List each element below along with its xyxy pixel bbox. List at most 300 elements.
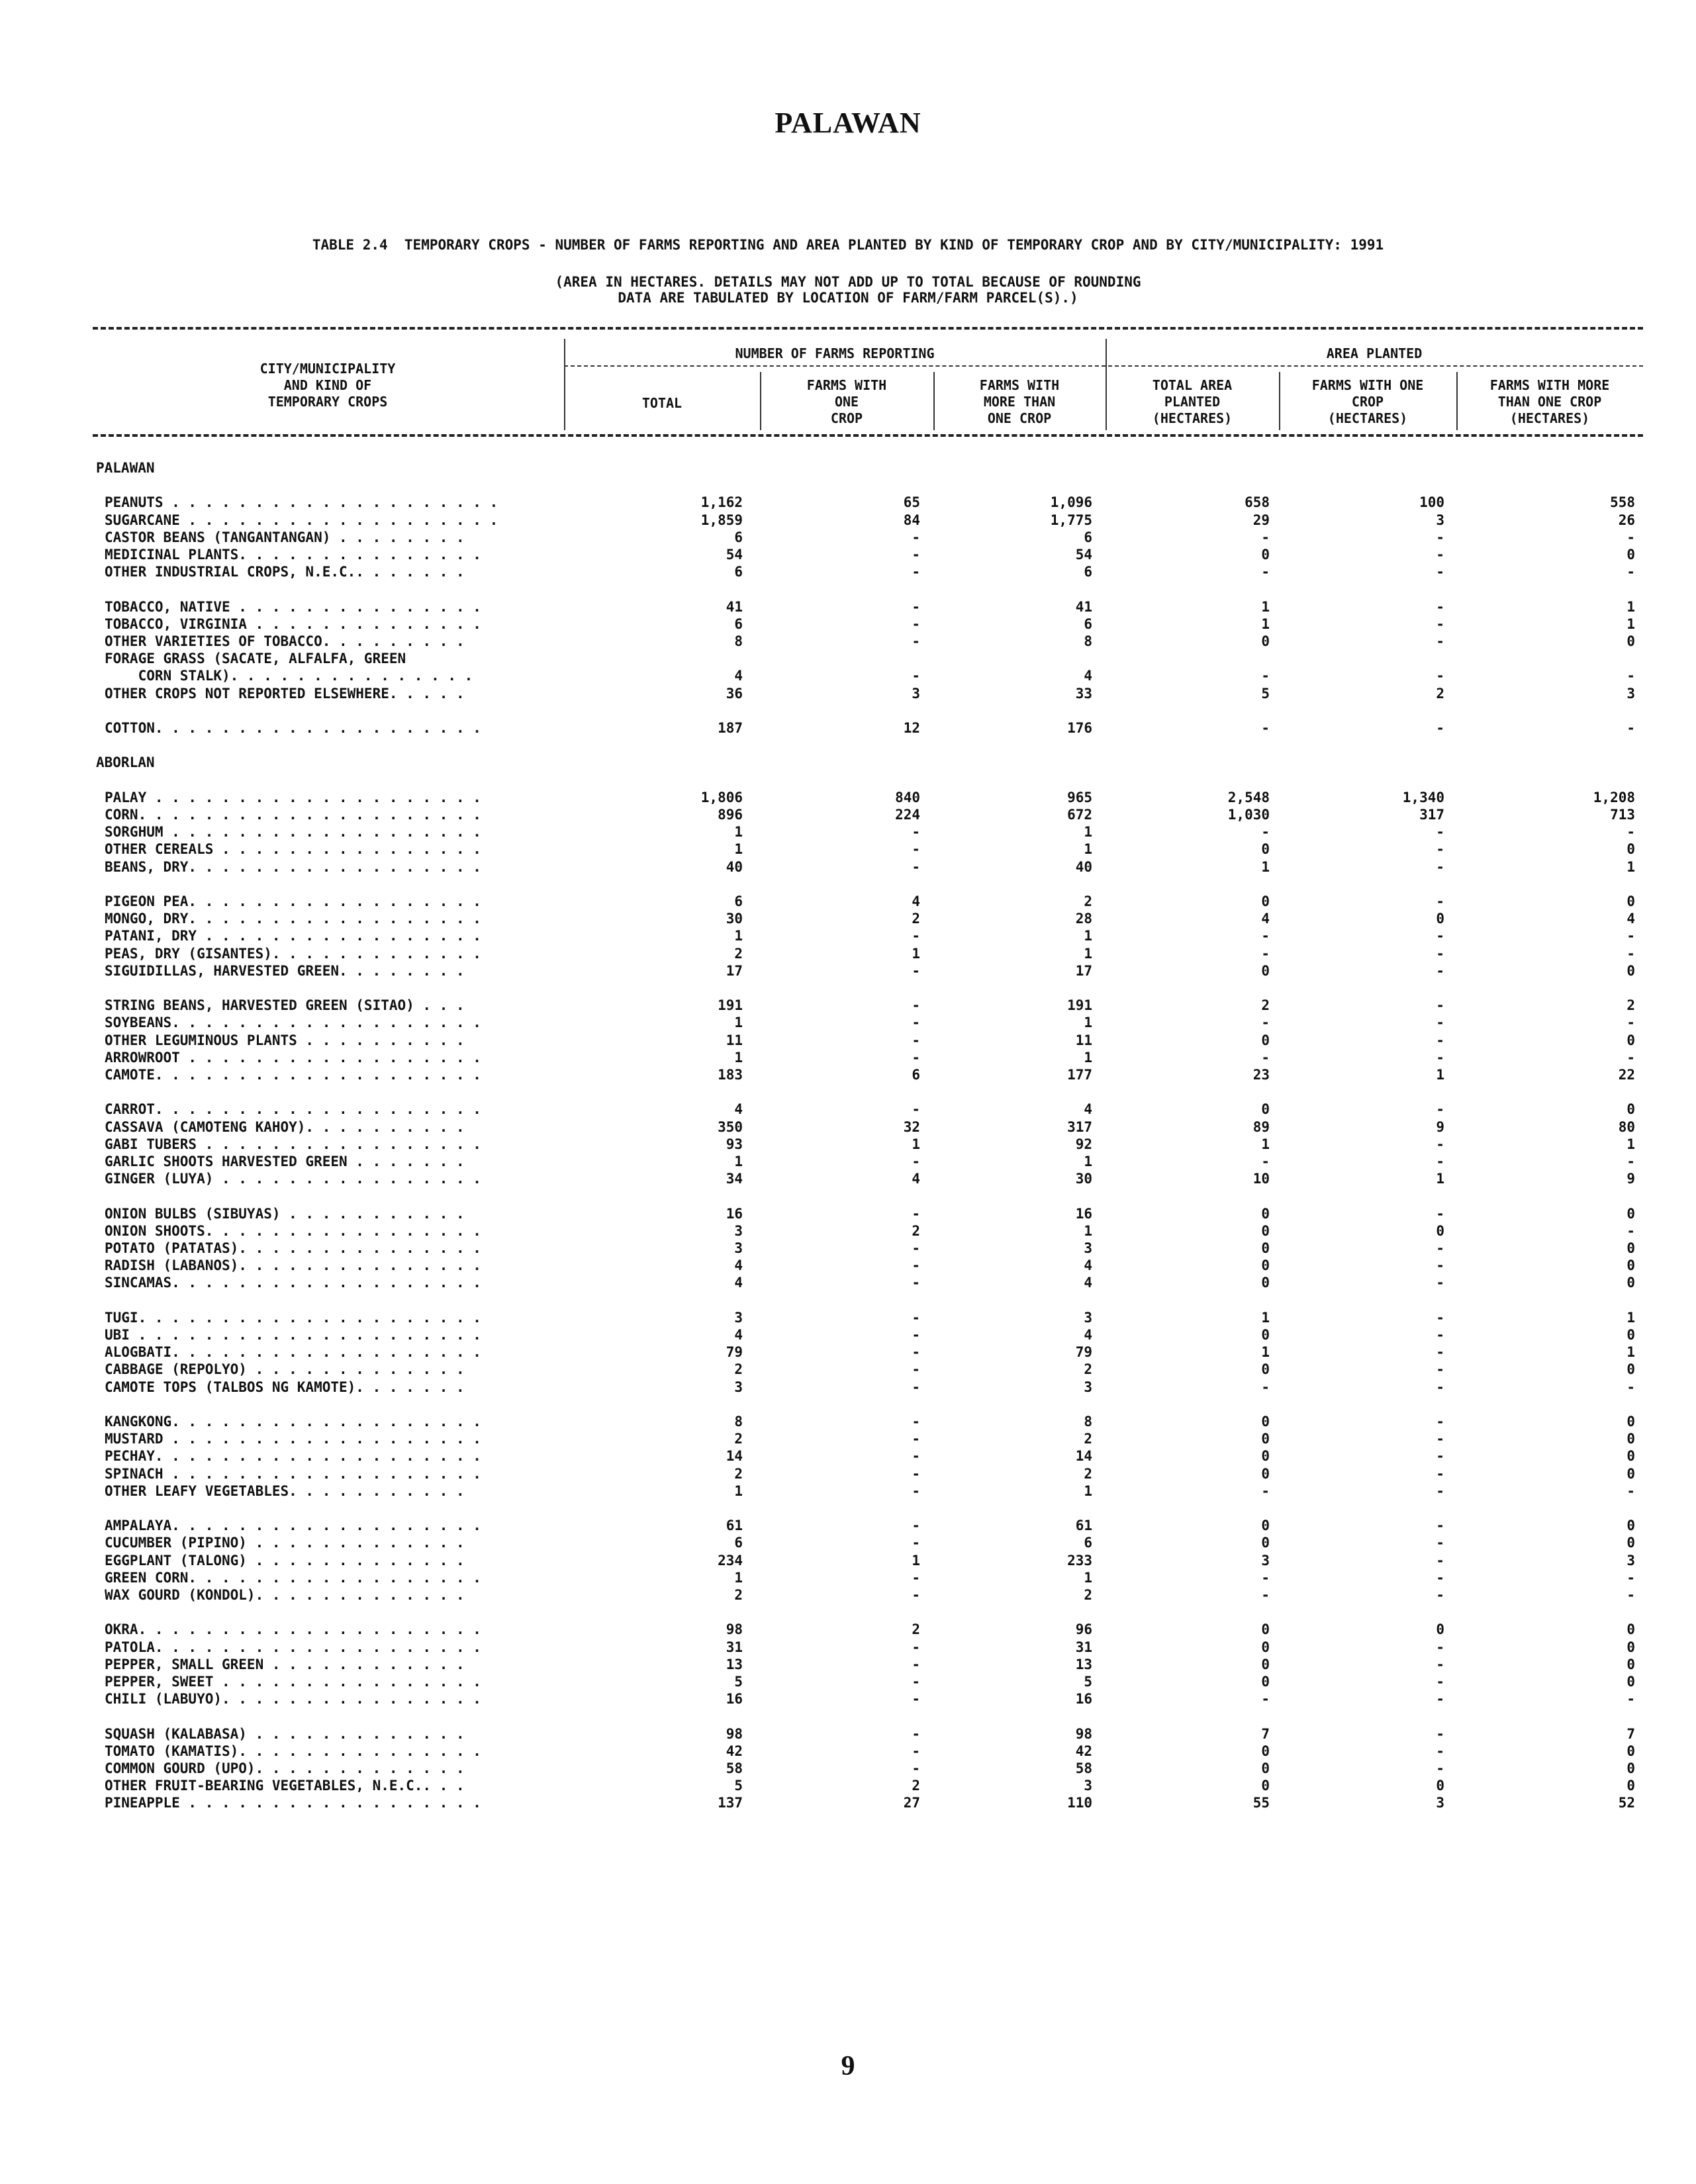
area-one-crop-cell: - (1436, 1257, 1444, 1273)
crop-label: PIGEON PEA. . . . . . . . . . . . . . . . . . (105, 893, 481, 909)
total-area-cell: 1 (1261, 1310, 1270, 1326)
total-farms-cell: 5 (734, 1778, 743, 1794)
crop-label: OTHER CROPS NOT REPORTED ELSEWHERE. . . . . (105, 686, 465, 702)
farms-more-crop-cell: 1 (1084, 824, 1092, 840)
farms-one-crop-cell: 65 (903, 494, 920, 510)
farms-one-crop-cell: 6 (912, 1067, 920, 1083)
crop-label: PATOLA. . . . . . . . . . . . . . . . . . . . (105, 1639, 481, 1655)
total-area-cell: 2,548 (1227, 790, 1270, 805)
crop-label: STRING BEANS, HARVESTED GREEN (SITAO) . . . (105, 997, 465, 1013)
area-one-crop-cell: - (1436, 824, 1444, 840)
crop-label: CABBAGE (REPOLYO) . . . . . . . . . . . . . (105, 1361, 465, 1377)
total-area-cell: - (1261, 1154, 1270, 1169)
area-more-crop-cell: - (1626, 720, 1635, 736)
total-area-cell: 0 (1261, 1639, 1270, 1655)
area-more-crop-cell: - (1626, 1015, 1635, 1030)
table-row (0, 1014, 1696, 1031)
total-area-cell: - (1261, 668, 1270, 684)
area-more-crop-cell: 3 (1626, 1553, 1635, 1569)
area-one-crop-cell: - (1436, 616, 1444, 632)
table-row (0, 927, 1696, 944)
crop-label: ARROWROOT . . . . . . . . . . . . . . . . . . (105, 1050, 481, 1066)
section-row (0, 459, 1696, 477)
total-area-cell: - (1261, 1050, 1270, 1066)
farms-more-crop-cell: 1 (1084, 1570, 1092, 1586)
farms-one-crop-cell: - (912, 1466, 920, 1482)
area-more-crop-cell: 0 (1626, 1535, 1635, 1551)
total-farms-cell: 5 (734, 1674, 743, 1690)
area-one-crop-cell: - (1436, 1032, 1444, 1048)
area-more-crop-cell: - (1626, 1050, 1635, 1066)
area-more-crop-cell: - (1626, 1483, 1635, 1499)
crop-label: KANGKONG. . . . . . . . . . . . . . . . . . . (105, 1414, 481, 1430)
farms-one-crop-cell: - (912, 1015, 920, 1030)
area-one-crop-cell: - (1436, 668, 1444, 684)
table-row (0, 1379, 1696, 1396)
total-area-cell: 1 (1261, 1344, 1270, 1360)
total-area-cell: 0 (1261, 1657, 1270, 1672)
crop-label: GINGER (LUYA) . . . . . . . . . . . . . . . . (105, 1171, 481, 1187)
total-area-cell: 2 (1261, 997, 1270, 1013)
area-one-crop-cell: - (1436, 1240, 1444, 1256)
farms-one-crop-cell: 840 (895, 790, 920, 805)
total-farms-cell: 54 (726, 547, 743, 563)
crop-label: TUGI. . . . . . . . . . . . . . . . . . . . . (105, 1310, 481, 1326)
farms-more-crop-cell: 1 (1084, 1483, 1092, 1499)
farms-one-crop-cell: 2 (912, 1621, 920, 1637)
crop-label: MEDICINAL PLANTS. . . . . . . . . . . . . . . (105, 547, 481, 563)
crop-label: ONION SHOOTS. . . . . . . . . . . . . . . . . (105, 1223, 481, 1239)
total-area-cell: 0 (1261, 1257, 1270, 1273)
col-header-area-more: FARMS WITH MORE THAN ONE CROP (HECTARES) (1489, 377, 1610, 426)
area-more-crop-cell: 1 (1626, 616, 1635, 632)
total-farms-cell: 1 (734, 1570, 743, 1586)
crop-label: UBI . . . . . . . . . . . . . . . . . . . . . (105, 1327, 481, 1343)
table-row (0, 1153, 1696, 1170)
area-one-crop-cell: - (1436, 1050, 1444, 1066)
crop-label: MUSTARD . . . . . . . . . . . . . . . . . . . (105, 1431, 481, 1447)
farms-more-crop-cell: 191 (1067, 997, 1092, 1013)
table-row (0, 1656, 1696, 1673)
area-one-crop-cell: - (1436, 1379, 1444, 1395)
farms-one-crop-cell: - (912, 599, 920, 615)
table-row (0, 1430, 1696, 1447)
total-farms-cell: 4 (734, 1101, 743, 1117)
farms-more-crop-cell: 54 (1075, 547, 1092, 563)
table-row (0, 1032, 1696, 1049)
table-row (0, 546, 1696, 563)
total-area-cell: 658 (1245, 494, 1270, 510)
stub-header-3: TEMPORARY CROPS (267, 394, 388, 410)
total-farms-cell: 8 (734, 1414, 743, 1430)
farms-one-crop-cell: 2 (912, 1223, 920, 1239)
farms-more-crop-cell: 1 (1084, 1223, 1092, 1239)
total-area-cell: - (1261, 1570, 1270, 1586)
total-area-cell: 3 (1261, 1553, 1270, 1569)
table-row (0, 685, 1696, 702)
farms-one-crop-cell: - (912, 841, 920, 857)
total-area-cell: 0 (1261, 1206, 1270, 1222)
total-farms-cell: 2 (734, 1466, 743, 1482)
crop-label: EGGPLANT (TALONG) . . . . . . . . . . . . . (105, 1553, 465, 1569)
farms-one-crop-cell: 84 (903, 512, 920, 528)
table-row (0, 1136, 1696, 1153)
area-one-crop-cell: - (1436, 1101, 1444, 1117)
area-one-crop-cell: - (1436, 963, 1444, 979)
farms-one-crop-cell: 1 (912, 1136, 920, 1152)
total-farms-cell: 6 (734, 1535, 743, 1551)
table-row (0, 1205, 1696, 1222)
total-farms-cell: 98 (726, 1621, 743, 1637)
table-row (0, 615, 1696, 633)
area-one-crop-cell: - (1436, 1518, 1444, 1533)
crop-label: SUGARCANE . . . . . . . . . . . . . . . . . . . (105, 512, 498, 528)
total-area-cell: 29 (1252, 512, 1270, 528)
total-area-cell: 0 (1261, 1760, 1270, 1776)
total-farms-cell: 98 (726, 1726, 743, 1742)
area-more-crop-cell: 0 (1626, 633, 1635, 649)
total-farms-cell: 1 (734, 824, 743, 840)
total-area-cell: 0 (1261, 1223, 1270, 1239)
farms-one-crop-cell: 224 (895, 807, 920, 823)
area-one-crop-cell: 1 (1436, 1067, 1444, 1083)
area-one-crop-cell: - (1436, 1553, 1444, 1569)
total-area-cell: - (1261, 564, 1270, 580)
farms-more-crop-cell: 92 (1075, 1136, 1092, 1152)
farms-more-crop-cell: 11 (1075, 1032, 1092, 1048)
farms-more-crop-cell: 965 (1067, 790, 1092, 805)
total-area-cell: 0 (1261, 547, 1270, 563)
area-one-crop-cell: - (1436, 1136, 1444, 1152)
total-farms-cell: 191 (718, 997, 743, 1013)
table-row (0, 1118, 1696, 1136)
total-area-cell: - (1261, 529, 1270, 545)
total-area-cell: 1 (1261, 616, 1270, 632)
area-one-crop-cell: 9 (1436, 1119, 1444, 1135)
farms-one-crop-cell: - (912, 1674, 920, 1690)
total-farms-cell: 4 (734, 1275, 743, 1291)
area-one-crop-cell: - (1436, 1431, 1444, 1447)
farms-more-crop-cell: 16 (1075, 1691, 1092, 1707)
crop-label: CORN. . . . . . . . . . . . . . . . . . . . . (105, 807, 481, 823)
section-label: ABORLAN (96, 754, 155, 770)
farms-more-crop-cell: 13 (1075, 1657, 1092, 1672)
area-one-crop-cell: - (1436, 1726, 1444, 1742)
crop-label: WAX GOURD (KONDOL). . . . . . . . . . . . . (105, 1587, 465, 1603)
farms-one-crop-cell: - (912, 1257, 920, 1273)
table-row (0, 1049, 1696, 1066)
farms-more-crop-cell: 6 (1084, 1535, 1092, 1551)
farms-one-crop-cell: - (912, 1726, 920, 1742)
total-farms-cell: 8 (734, 633, 743, 649)
farms-one-crop-cell: - (912, 1431, 920, 1447)
crop-label: OKRA. . . . . . . . . . . . . . . . . . . . . (105, 1621, 481, 1637)
table-row (0, 650, 1696, 667)
farms-one-crop-cell: - (912, 1101, 920, 1117)
table-row (0, 1517, 1696, 1534)
total-area-cell: 0 (1261, 1621, 1270, 1637)
area-more-crop-cell: 1,208 (1593, 790, 1635, 805)
area-more-crop-cell: 0 (1626, 1257, 1635, 1273)
farms-more-crop-cell: 1 (1084, 1050, 1092, 1066)
table-row (0, 1361, 1696, 1378)
area-one-crop-cell: - (1436, 1275, 1444, 1291)
area-one-crop-cell: - (1436, 1483, 1444, 1499)
total-area-cell: 1 (1261, 1136, 1270, 1152)
total-farms-cell: 6 (734, 564, 743, 580)
table-row (0, 1465, 1696, 1482)
farms-more-crop-cell: 30 (1075, 1171, 1092, 1187)
area-more-crop-cell: - (1626, 1587, 1635, 1603)
total-farms-cell: 350 (718, 1119, 743, 1135)
farms-one-crop-cell: - (912, 1327, 920, 1343)
farms-more-crop-cell: 4 (1084, 1101, 1092, 1117)
area-more-crop-cell: 26 (1618, 512, 1635, 528)
area-one-crop-cell: - (1436, 1760, 1444, 1776)
area-one-crop-cell: - (1436, 997, 1444, 1013)
farms-one-crop-cell: - (912, 1691, 920, 1707)
area-more-crop-cell: - (1626, 564, 1635, 580)
total-farms-cell: 93 (726, 1136, 743, 1152)
area-more-crop-cell: 0 (1626, 1639, 1635, 1655)
total-area-cell: 0 (1261, 1743, 1270, 1759)
table-row (0, 1326, 1696, 1343)
table-row (0, 529, 1696, 546)
area-one-crop-cell: 0 (1436, 1223, 1444, 1239)
total-area-cell: 0 (1261, 1518, 1270, 1533)
total-farms-cell: 36 (726, 686, 743, 702)
total-farms-cell: 14 (726, 1448, 743, 1464)
farms-more-crop-cell: 5 (1084, 1674, 1092, 1690)
total-farms-cell: 79 (726, 1344, 743, 1360)
page-number: 9 (841, 2051, 855, 2081)
farms-more-crop-cell: 233 (1067, 1553, 1092, 1569)
farms-more-crop-cell: 61 (1075, 1518, 1092, 1533)
total-farms-cell: 30 (726, 911, 743, 927)
crop-label: OTHER CEREALS . . . . . . . . . . . . . . . . (105, 841, 481, 857)
header-sub-rule (564, 365, 1643, 367)
area-one-crop-cell: - (1436, 893, 1444, 909)
farms-more-crop-cell: 2 (1084, 1431, 1092, 1447)
area-more-crop-cell: 22 (1618, 1067, 1635, 1083)
crop-label: PEPPER, SWEET . . . . . . . . . . . . . . . . (105, 1674, 481, 1690)
farms-more-crop-cell: 3 (1084, 1379, 1092, 1395)
farms-one-crop-cell: 12 (903, 720, 920, 736)
farms-one-crop-cell: 1 (912, 1553, 920, 1569)
area-more-crop-cell: 9 (1626, 1171, 1635, 1187)
total-area-cell: 1,030 (1227, 807, 1270, 823)
crop-label: GABI TUBERS . . . . . . . . . . . . . . . . . (105, 1136, 481, 1152)
farms-one-crop-cell: - (912, 1361, 920, 1377)
area-one-crop-cell: - (1436, 1154, 1444, 1169)
area-more-crop-cell: - (1626, 668, 1635, 684)
area-one-crop-cell: 3 (1436, 1795, 1444, 1811)
farms-more-crop-cell: 2 (1084, 1587, 1092, 1603)
total-farms-cell: 2 (734, 1361, 743, 1377)
area-one-crop-cell: - (1436, 1414, 1444, 1430)
total-area-cell: 0 (1261, 1414, 1270, 1430)
area-one-crop-cell: 0 (1436, 1621, 1444, 1637)
farms-one-crop-cell: - (912, 1657, 920, 1672)
crop-label: PECHAY. . . . . . . . . . . . . . . . . . . . (105, 1448, 481, 1464)
table-row (0, 1673, 1696, 1690)
crop-label: CUCUMBER (PIPINO) . . . . . . . . . . . . . (105, 1535, 465, 1551)
total-area-cell: 0 (1261, 633, 1270, 649)
table-row (0, 1760, 1696, 1777)
table-row (0, 997, 1696, 1014)
total-area-cell: - (1261, 1015, 1270, 1030)
crop-label: ALOGBATI. . . . . . . . . . . . . . . . . . . (105, 1344, 481, 1360)
area-one-crop-cell: 1,340 (1402, 790, 1444, 805)
crop-label: CAMOTE TOPS (TALBOS NG KAMOTE). . . . . . . (105, 1379, 465, 1395)
farms-more-crop-cell: 1 (1084, 928, 1092, 944)
crop-label: PEPPER, SMALL GREEN . . . . . . . . . . . . (105, 1657, 465, 1672)
farms-more-crop-cell: 8 (1084, 1414, 1092, 1430)
area-more-crop-cell: 0 (1626, 1674, 1635, 1690)
area-more-crop-cell: 0 (1626, 1431, 1635, 1447)
area-one-crop-cell: - (1436, 1466, 1444, 1482)
crop-label: COTTON. . . . . . . . . . . . . . . . . . . . (105, 720, 481, 736)
table-row (0, 962, 1696, 979)
farms-one-crop-cell: - (912, 616, 920, 632)
area-one-crop-cell: - (1436, 841, 1444, 857)
total-farms-cell: 1,806 (700, 790, 743, 805)
area-more-crop-cell: 0 (1626, 841, 1635, 857)
area-more-crop-cell: 0 (1626, 1101, 1635, 1117)
area-more-crop-cell: 0 (1626, 1621, 1635, 1637)
farms-more-crop-cell: 96 (1075, 1621, 1092, 1637)
farms-more-crop-cell: 110 (1067, 1795, 1092, 1811)
table-note-2: DATA ARE TABULATED BY LOCATION OF FARM/FARM PARCEL(S).) (618, 290, 1078, 306)
farms-one-crop-cell: 3 (912, 686, 920, 702)
farms-more-crop-cell: 6 (1084, 564, 1092, 580)
total-farms-cell: 16 (726, 1206, 743, 1222)
crop-label: OTHER LEAFY VEGETABLES. . . . . . . . . . . (105, 1483, 465, 1499)
area-more-crop-cell: 0 (1626, 1206, 1635, 1222)
farms-more-crop-cell: 4 (1084, 1275, 1092, 1291)
total-farms-cell: 3 (734, 1310, 743, 1326)
farms-one-crop-cell: - (912, 1743, 920, 1759)
area-more-crop-cell: 0 (1626, 1466, 1635, 1482)
table-note-1: (AREA IN HECTARES. DETAILS MAY NOT ADD UP TO TOTAL BECAUSE OF ROUNDING (555, 274, 1141, 290)
total-farms-cell: 2 (734, 1431, 743, 1447)
crop-label: OTHER LEGUMINOUS PLANTS . . . . . . . . . . (105, 1032, 465, 1048)
total-farms-cell: 2 (734, 1587, 743, 1603)
total-farms-cell: 183 (718, 1067, 743, 1083)
total-area-cell: 1 (1261, 859, 1270, 875)
total-area-cell: 0 (1261, 1101, 1270, 1117)
crop-label: OTHER VARIETIES OF TOBACCO. . . . . . . . . (105, 633, 465, 649)
area-one-crop-cell: - (1436, 547, 1444, 563)
area-more-crop-cell: 3 (1626, 686, 1635, 702)
total-farms-cell: 13 (726, 1657, 743, 1672)
crop-label: PALAY . . . . . . . . . . . . . . . . . . . . (105, 790, 481, 805)
total-farms-cell: 1 (734, 1015, 743, 1030)
total-farms-cell: 3 (734, 1379, 743, 1395)
area-more-crop-cell: - (1626, 1570, 1635, 1586)
total-area-cell: - (1261, 1587, 1270, 1603)
total-farms-cell: 234 (718, 1553, 743, 1569)
total-farms-cell: 4 (734, 668, 743, 684)
area-one-crop-cell: - (1436, 946, 1444, 962)
area-more-crop-cell: 52 (1618, 1795, 1635, 1811)
total-area-cell: 0 (1261, 963, 1270, 979)
col-header-total-area: TOTAL AREA PLANTED (HECTARES) (1152, 377, 1233, 426)
area-one-crop-cell: - (1436, 564, 1444, 580)
table-row (0, 563, 1696, 580)
table-row (0, 858, 1696, 876)
total-area-cell: - (1261, 1691, 1270, 1707)
total-area-cell: 0 (1261, 1535, 1270, 1551)
crop-label: PEANUTS . . . . . . . . . . . . . . . . . . . . (105, 494, 498, 510)
table-row (0, 1257, 1696, 1274)
farms-one-crop-cell: - (912, 1570, 920, 1586)
crop-label: PEAS, DRY (GISANTES). . . . . . . . . . . . . (105, 946, 481, 962)
total-area-cell: 0 (1261, 1275, 1270, 1291)
crop-label: TOMATO (KAMATIS). . . . . . . . . . . . . . . (105, 1743, 481, 1759)
col-header-total: TOTAL (641, 395, 683, 411)
farms-one-crop-cell: - (912, 1414, 920, 1430)
area-one-crop-cell: - (1436, 633, 1444, 649)
total-farms-cell: 4 (734, 1257, 743, 1273)
area-one-crop-cell: 100 (1419, 494, 1444, 510)
table-row (0, 1621, 1696, 1638)
col-header-area-one: FARMS WITH ONE CROP (HECTARES) (1311, 377, 1424, 426)
table-row (0, 789, 1696, 806)
area-one-crop-cell: - (1436, 1570, 1444, 1586)
total-farms-cell: 1 (734, 1154, 743, 1169)
area-more-crop-cell: 1 (1626, 1310, 1635, 1326)
group-header-area: AREA PLANTED (1326, 345, 1423, 361)
area-more-crop-cell: 2 (1626, 997, 1635, 1013)
farms-one-crop-cell: 2 (912, 911, 920, 927)
area-more-crop-cell: 80 (1618, 1119, 1635, 1135)
farms-more-crop-cell: 4 (1084, 668, 1092, 684)
area-more-crop-cell: 0 (1626, 1778, 1635, 1794)
farms-one-crop-cell: - (912, 1587, 920, 1603)
area-more-crop-cell: 713 (1610, 807, 1635, 823)
table-row (0, 1743, 1696, 1760)
table-row (0, 1777, 1696, 1794)
farms-one-crop-cell: - (912, 1032, 920, 1048)
area-more-crop-cell: 0 (1626, 1361, 1635, 1377)
crop-label: GARLIC SHOOTS HARVESTED GREEN . . . . . . . (105, 1154, 465, 1169)
farms-more-crop-cell: 58 (1075, 1760, 1092, 1776)
area-more-crop-cell: - (1626, 1691, 1635, 1707)
farms-more-crop-cell: 42 (1075, 1743, 1092, 1759)
area-more-crop-cell: 0 (1626, 1760, 1635, 1776)
area-more-crop-cell: 0 (1626, 1743, 1635, 1759)
farms-one-crop-cell: - (912, 529, 920, 545)
farms-one-crop-cell: - (912, 1154, 920, 1169)
farms-more-crop-cell: 6 (1084, 529, 1092, 545)
col-header-more-crop: FARMS WITH MORE THAN ONE CROP (979, 377, 1060, 426)
farms-more-crop-cell: 14 (1075, 1448, 1092, 1464)
table-row (0, 1569, 1696, 1586)
area-one-crop-cell: - (1436, 859, 1444, 875)
farms-more-crop-cell: 177 (1067, 1067, 1092, 1083)
area-one-crop-cell: - (1436, 1344, 1444, 1360)
area-one-crop-cell: 1 (1436, 1171, 1444, 1187)
total-farms-cell: 137 (718, 1795, 743, 1811)
table-row (0, 1170, 1696, 1187)
farms-one-crop-cell: 27 (903, 1795, 920, 1811)
farms-one-crop-cell: - (912, 1050, 920, 1066)
farms-more-crop-cell: 3 (1084, 1240, 1092, 1256)
table-row (0, 1343, 1696, 1361)
total-farms-cell: 17 (726, 963, 743, 979)
total-area-cell: 1 (1261, 599, 1270, 615)
